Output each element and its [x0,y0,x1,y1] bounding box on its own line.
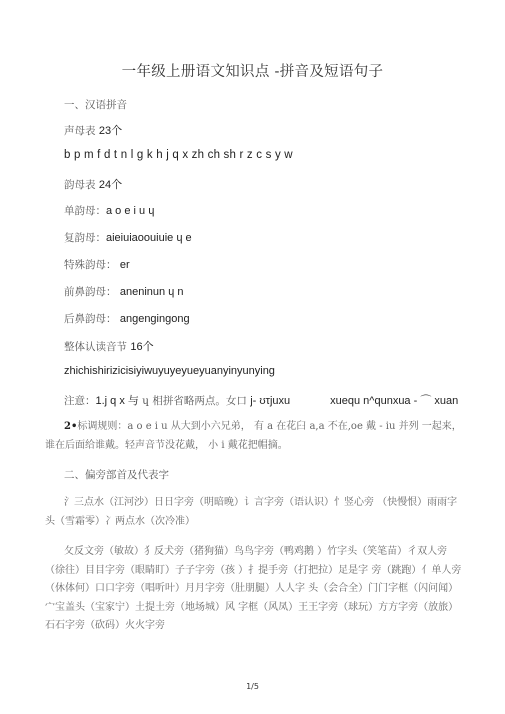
houbi-yunmu-line [64,311,190,326]
radicals-paragraph-2: 攵反文旁（敏故）犭反犬旁（猪狗猫）鸟鸟字旁（鸭鸡鹅 ）竹字头（笑笔苗）彳双人旁 （徐往）目目字旁（眼睛盯）子子字旁（孩 ）扌提手旁（打把拉）足是字 旁（跳跑）亻单人旁（休体何）口口字旁（唱听叶）月月字旁（肚朋腿）人人字 头（会合全）门门字框（闪问闻）宀宝盖头（宝家宁）土提土旁（地场城）风 字框（风凤）王王字旁（球玩）方方字旁（放旅）石石字旁（砍码）火火字旁 [45,546,462,631]
dan-yunmu-line [64,203,154,218]
yunmu-count: 24个 [98,179,123,191]
tone-rule-paragraph [45,418,465,455]
dan-yunmu-label: 单韵母： [64,205,106,217]
shengmu-table-line [64,122,122,138]
houbi-yunmu-value: angengingong [119,313,190,325]
shengmu-label: 声母表 [64,125,96,137]
tone-rule-number: 2• [64,421,78,432]
zhengti-label: 整体认读音节 [64,341,127,353]
teshu-yunmu-value: er [119,259,130,271]
note-prefix: 注意： [64,395,96,407]
note-part-c: j- ʊτjuxu [250,395,291,407]
fu-yunmu-line [64,230,192,245]
houbi-yunmu-label: 后鼻韵母： [64,313,117,325]
shengmu-list: b p m f d t n l g k h j q x zh ch sh r z c s y w [64,149,293,161]
page-number: 1/5 [246,682,259,691]
dan-yunmu-value: a o e i u ɥ [106,205,155,217]
fu-yunmu-value: aieiuiaoouiuie ɥ e [106,232,192,244]
zhengti-line [64,338,154,354]
zhengti-count: 16个 [130,341,154,353]
section-heading-pinyin: 一、汉语拼音 [64,99,127,111]
note-line [64,392,458,408]
zhengti-list: zhichishirizicisiyiwuyuyeyueyuanyinyunying [64,365,275,377]
note-part-b: ɥ 相拼省略两点。女口 [142,395,247,407]
qianbi-yunmu-value: aneninun ɥ n [119,286,184,298]
tone-rule-text: 标调规则：a o e i u 从大到小六兄弟， 有 a 在花臼 a,a 不在,oe 戴 - iu 并列 一起来， 谁在后面给谁戴。轻声音节没花戴， 小 i 戴花把帽摘。 [45,421,462,451]
teshu-yunmu-line [64,257,130,272]
shengmu-count: 23个 [98,125,123,137]
document-title: 一年级上册语文知识点 -拼音及短语句子 [121,64,384,80]
yunmu-table-line [64,176,122,192]
qianbi-yunmu-line [64,284,183,299]
section-heading-radicals: 二、偏旁部首及代表字 [64,469,169,481]
fu-yunmu-label: 复韵母： [64,232,106,244]
radicals-paragraph-1: 氵三点水（江河沙）日日字旁（明暗晚）讠言字旁（语认识）忄竖心旁 （快慢恨）雨雨字头（雪霜零）冫两点水（次冷准） [45,497,458,527]
teshu-yunmu-label: 特殊韵母： [64,259,117,271]
yunmu-label: 韵母表 [64,179,96,191]
note-part-d: xuequ n^qunxua - ⌒ xuan [330,395,459,407]
qianbi-yunmu-label: 前鼻韵母： [64,286,117,298]
note-part-a: 1.j q x 与 [95,395,139,407]
